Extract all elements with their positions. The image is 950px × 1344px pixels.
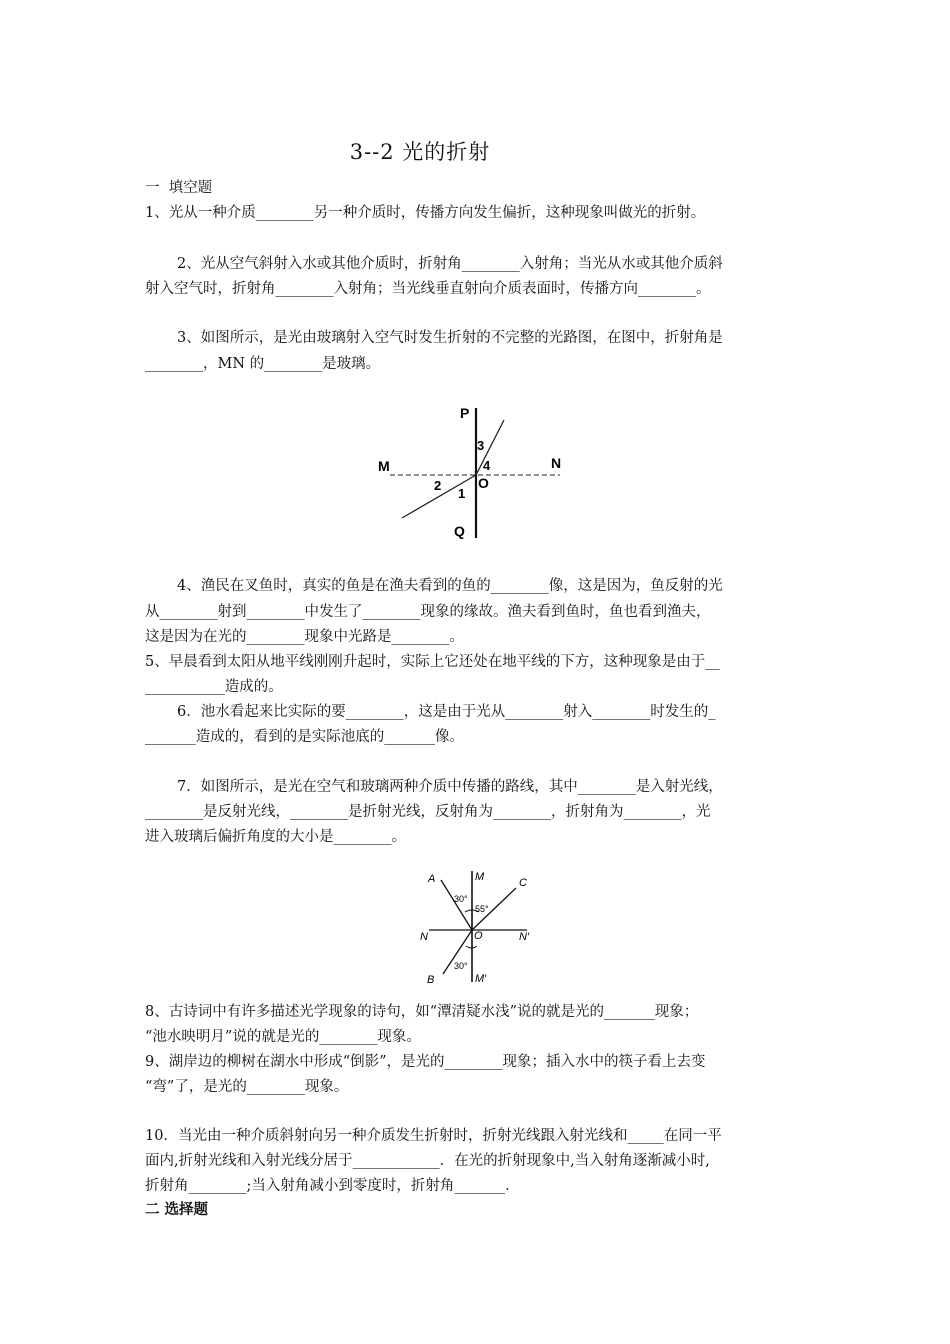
question-3-line-2: ________，MN 的________是玻璃。 xyxy=(145,356,381,372)
question-10-line-2: 面内,折射光线和入射光线分居于____________．在光的折射现象中,当入射角逐渐减小时, xyxy=(145,1153,710,1169)
label-n: N xyxy=(420,931,428,943)
label-angle-55: 55° xyxy=(475,904,489,914)
question-10-line-3: 折射角________;当入射角减小到零度时，折射角_______． xyxy=(145,1178,520,1194)
question-10-line-1: 10．当光由一种介质斜射向另一种介质发生折射时，折射光线跟入射光线和_____在同一平 xyxy=(145,1128,722,1144)
question-9-line-1: 9、湖岸边的柳树在湖水中形成“倒影”，是光的________现象；插入水中的筷子看上去变 xyxy=(145,1054,706,1070)
label-angle-30-upper: 30° xyxy=(454,894,468,904)
question-6-line-1: 6．池水看起来比实际的要________，这是由于光从________射入________时发生的_ xyxy=(177,704,716,720)
question-5-line-1: 5、早晨看到太阳从地平线刚刚升起时，实际上它还处在地平线的下方，这种现象是由于__ xyxy=(145,654,720,670)
label-angle-3: 3 xyxy=(477,438,485,453)
label-m-prime: M′ xyxy=(475,973,487,985)
figure-refraction-diagram-2 xyxy=(415,866,540,988)
question-9-line-2: “弯”了，是光的________现象。 xyxy=(145,1079,349,1095)
question-3-line-1: 3、如图所示，是光由玻璃射入空气时发生折射的不完整的光路图，在图中，折射角是 xyxy=(177,330,723,346)
question-7-line-3: 进入玻璃后偏折角度的大小是________。 xyxy=(145,829,406,845)
label-angle-1: 1 xyxy=(458,486,466,501)
label-m: M xyxy=(475,871,485,883)
label-q: Q xyxy=(454,523,465,539)
label-angle-30-lower: 30° xyxy=(454,961,468,971)
question-7-line-1: 7．如图所示，是光在空气和玻璃两种介质中传播的路线，其中________是入射光线， xyxy=(177,779,723,795)
label-o: O xyxy=(478,475,489,491)
label-p: P xyxy=(460,405,470,421)
label-c: C xyxy=(519,877,527,889)
section-heading-fill-blank: 一 填空题 xyxy=(145,180,213,196)
label-angle-4: 4 xyxy=(483,458,491,473)
figure-refraction-diagram-1 xyxy=(370,400,580,545)
question-4-line-1: 4、渔民在叉鱼时，真实的鱼是在渔夫看到的鱼的________像，这是因为，鱼反射的光 xyxy=(177,578,723,594)
label-angle-2: 2 xyxy=(434,478,442,493)
question-1: 1、光从一种介质________另一种介质时，传播方向发生偏折，这种现象叫做光的折射。 xyxy=(145,205,706,221)
page-title: 3--2 光的折射 xyxy=(349,140,491,164)
question-2-line-1: 2、光从空气斜射入水或其他介质时，折射角________入射角；当光从水或其他介质斜 xyxy=(177,256,723,272)
section-heading-multiple-choice: 二 选择题 xyxy=(145,1201,209,1218)
label-a: A xyxy=(428,873,436,885)
question-6-line-2: _______造成的，看到的是实际池底的_______像。 xyxy=(145,729,464,745)
question-5-line-2: ___________造成的。 xyxy=(145,679,283,695)
question-4-line-3: 这是因为在光的________现象中光路是________。 xyxy=(145,629,464,645)
question-7-line-2: ________是反射光线，________是折射光线，反射角为________，折射角为________，光 xyxy=(145,804,711,820)
label-n-prime: N′ xyxy=(519,931,530,943)
question-8-line-2: “池水映明月”说的就是光的________现象。 xyxy=(145,1029,421,1045)
question-2-line-2: 射入空气时，折射角________入射角；当光线垂直射向介质表面时，传播方向________。 xyxy=(145,281,711,297)
label-m: M xyxy=(378,458,390,474)
label-n: N xyxy=(551,455,562,471)
ray-oa xyxy=(441,880,472,930)
label-b: B xyxy=(427,974,435,986)
question-8-line-1: 8、古诗词中有许多描述光学现象的诗句，如“潭清疑水浅”说的就是光的_______现象； xyxy=(145,1004,699,1020)
label-o: O xyxy=(474,930,483,942)
question-4-line-2: 从________射到________中发生了________现象的缘故。渔夫看到鱼时，鱼也看到渔夫， xyxy=(145,604,711,620)
